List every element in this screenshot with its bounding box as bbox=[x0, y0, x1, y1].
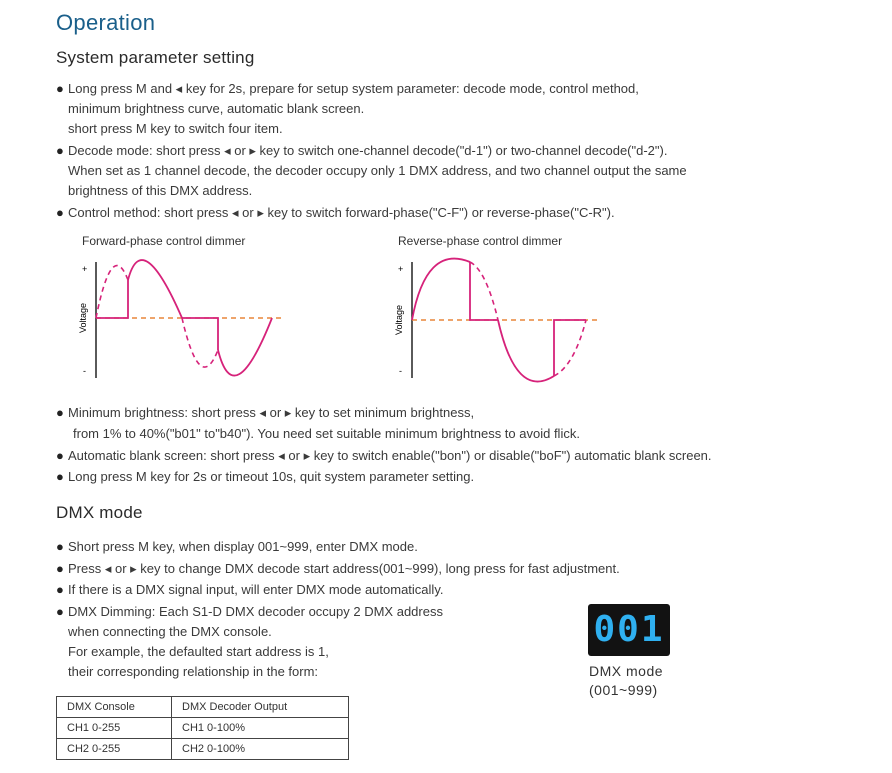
page-title: Operation bbox=[56, 10, 156, 35]
bullet-icon: ● bbox=[56, 448, 64, 463]
table-cell: CH1 0-100% bbox=[172, 718, 349, 739]
table-header-cell: DMX Decoder Output bbox=[172, 697, 349, 718]
table-row bbox=[57, 718, 349, 739]
bullet-icon: ● bbox=[56, 469, 64, 484]
forward-dashed-negative bbox=[182, 318, 218, 367]
table-cell: CH2 0-100% bbox=[172, 739, 349, 760]
bullet-icon: ● bbox=[56, 205, 64, 220]
dmx-line: For example, the defaulted start address is 1, bbox=[68, 644, 329, 659]
bullet-icon: ● bbox=[56, 561, 64, 576]
forward-plus-label: + bbox=[82, 264, 88, 274]
dmx-display-value: 001 bbox=[593, 609, 665, 650]
bullet-icon: ● bbox=[56, 604, 64, 619]
bullet-icon: ● bbox=[56, 539, 64, 554]
table-cell: CH1 0-255 bbox=[57, 718, 172, 739]
reverse-wave-negative bbox=[498, 320, 554, 382]
section-heading-dmx: DMX mode bbox=[56, 503, 143, 522]
reverse-phase-diagram bbox=[386, 250, 616, 390]
system-line: When set as 1 channel decode, the decoder occupy only 1 DMX address, and two channel output the same bbox=[68, 163, 687, 178]
dmx-line: If there is a DMX signal input, will enter DMX mode automatically. bbox=[68, 582, 444, 597]
dmx-line: their corresponding relationship in the form: bbox=[68, 664, 319, 679]
dmx-mapping-table bbox=[56, 696, 349, 760]
reverse-dashed-negative bbox=[554, 320, 586, 376]
system-line: minimum brightness curve, automatic blank screen. bbox=[68, 101, 365, 116]
dmx-display-range: (001~999) bbox=[589, 682, 658, 698]
system-line: Automatic blank screen: short press ◂ or ▸ key to switch enable("bon") or disable("boF") automatic blank screen. bbox=[68, 448, 712, 463]
system-line: Long press M key for 2s or timeout 10s, quit system parameter setting. bbox=[68, 469, 475, 484]
forward-chart-title: Forward-phase control dimmer bbox=[82, 234, 246, 248]
reverse-step-positive bbox=[470, 262, 498, 320]
reverse-minus-label: - bbox=[399, 366, 402, 376]
section-heading-system: System parameter setting bbox=[56, 48, 255, 67]
dmx-line: DMX Dimming: Each S1-D DMX decoder occupy 2 DMX address bbox=[68, 604, 443, 619]
bullet-icon: ● bbox=[56, 582, 64, 597]
dmx-line: Short press M key, when display 001~999, enter DMX mode. bbox=[68, 539, 418, 554]
system-line: Decode mode: short press ◂ or ▸ key to switch one-channel decode("d-1") or two-channel decode("d-2"). bbox=[68, 143, 668, 158]
forward-wave-negative bbox=[218, 318, 272, 376]
table-cell: CH2 0-255 bbox=[57, 739, 172, 760]
forward-step-negative bbox=[182, 318, 218, 350]
reverse-ylabel: Voltage bbox=[394, 304, 404, 336]
system-line: brightness of this DMX address. bbox=[68, 183, 253, 198]
system-line: Control method: short press ◂ or ▸ key to switch forward-phase("C-F") or reverse-phase("C-R"). bbox=[68, 205, 615, 220]
dmx-display bbox=[588, 604, 670, 656]
reverse-step-negative bbox=[554, 320, 586, 376]
bullet-icon: ● bbox=[56, 405, 64, 420]
reverse-wave-positive bbox=[412, 259, 470, 320]
system-line: Minimum brightness: short press ◂ or ▸ key to set minimum brightness, bbox=[68, 405, 475, 420]
forward-wave-positive bbox=[128, 260, 182, 318]
forward-ylabel: Voltage bbox=[78, 302, 88, 334]
forward-phase-diagram bbox=[70, 250, 300, 390]
system-line: Long press M and ◂ key for 2s, prepare for setup system parameter: decode mode, control method, bbox=[68, 81, 639, 96]
table-header-row bbox=[57, 697, 349, 718]
table-header-cell: DMX Console bbox=[57, 697, 172, 718]
dmx-line: when connecting the DMX console. bbox=[68, 624, 272, 639]
reverse-plus-label: + bbox=[398, 264, 404, 274]
forward-dashed-positive bbox=[96, 266, 128, 318]
bullet-icon: ● bbox=[56, 143, 64, 158]
reverse-chart-title: Reverse-phase control dimmer bbox=[398, 234, 563, 248]
dmx-line: Press ◂ or ▸ key to change DMX decode start address(001~999), long press for fast adjustment. bbox=[68, 561, 620, 576]
system-line: from 1% to 40%("b01" to"b40"). You need set suitable minimum brightness to avoid flick. bbox=[73, 426, 580, 441]
reverse-dashed-positive bbox=[470, 262, 498, 320]
dmx-display-caption: DMX mode bbox=[589, 663, 664, 679]
table-row bbox=[57, 739, 349, 760]
forward-minus-label: - bbox=[83, 366, 86, 376]
system-line: short press M key to switch four item. bbox=[68, 121, 283, 136]
bullet-icon: ● bbox=[56, 81, 64, 96]
